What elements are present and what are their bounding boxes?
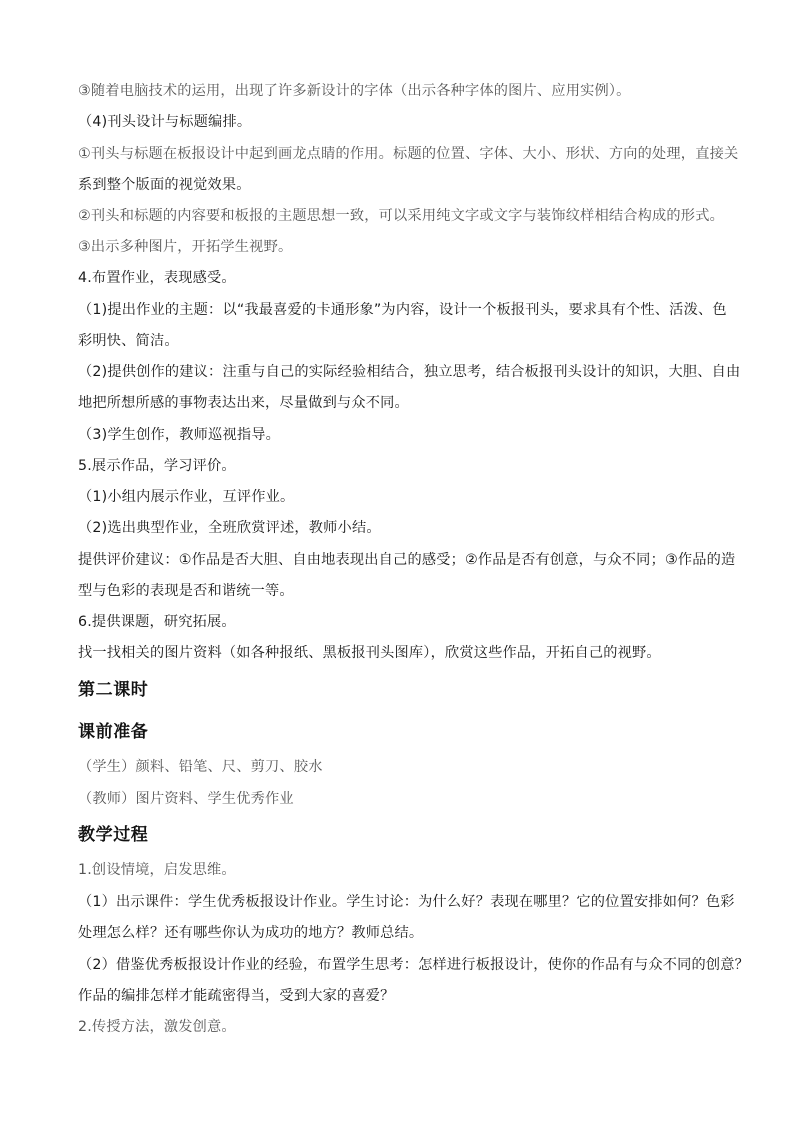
text-line: 6.提供课题，研究拓展。 — [78, 614, 236, 630]
text-line: （3)学生创作，教师巡视指导。 — [78, 427, 281, 443]
text-line: 彩明快、简洁。 — [78, 333, 179, 349]
text-line: （1)提出作业的主题：以“我最喜爱的卡通形象”为内容，设计一个板报刊头，要求具有个性、活泼、色 — [78, 302, 727, 318]
process-line: 处理怎么样？还有哪些你认为成功的地方？教师总结。 — [78, 925, 424, 941]
prep-item: （学生）颜料、铅笔、尺、剪刀、胶水 — [78, 759, 323, 775]
text-line: （2)选出典型作业，全班欣赏评述，教师小结。 — [78, 520, 381, 536]
text-line: 提供评价建议：①作品是否大胆、自由地表现出自己的感受；②作品是否有创意，与众不同；③作品的造 — [78, 552, 736, 568]
process-line: （2）借鉴优秀板报设计作业的经验，布置学生思考：怎样进行板报设计，使你的作品有与众不同的创意？ — [78, 957, 750, 973]
text-line: 4.布置作业，表现感受。 — [78, 270, 236, 286]
process-line: 作品的编排怎样才能疏密得当，受到大家的喜爱？ — [78, 988, 395, 1004]
text-line: ③随着电脑技术的运用，出现了许多新设计的字体（出示各种字体的图片、应用实例）。 — [78, 83, 631, 99]
prep-title: 课前准备 — [78, 722, 149, 742]
text-line: 5.展示作品，学习评价。 — [78, 458, 236, 474]
text-line: （2)提供创作的建议：注重与自己的实际经验相结合，独立思考，结合板报刊头设计的知识，大胆、自由 — [78, 364, 741, 380]
text-line: 型与色彩的表现是否和谐统一等。 — [78, 583, 294, 599]
text-line: ②刊头和标题的内容要和板报的主题思想一致，可以采用纯文字或文字与装饰纹样相结合构成的形式。 — [78, 208, 724, 224]
text-line: 系到整个版面的视觉效果。 — [78, 177, 251, 193]
process-line: 1.创设情境，启发思维。 — [78, 862, 236, 878]
text-line: （1)小组内展示作业，互评作业。 — [78, 489, 295, 505]
text-line: 地把所想所感的事物表达出来，尽量做到与众不同。 — [78, 395, 409, 411]
text-line: （4)刊头设计与标题编排。 — [78, 114, 252, 130]
prep-item: （教师）图片资料、学生优秀作业 — [78, 791, 294, 807]
text-line: ③出示多种图片，开拓学生视野。 — [78, 239, 293, 255]
lesson-title: 第二课时 — [78, 680, 149, 700]
text-line: ①刊头与标题在板报设计中起到画龙点睛的作用。标题的位置、字体、大小、形状、方向的处理，直接关 — [78, 146, 739, 162]
text-line: 找一找相关的图片资料（如各种报纸、黑板报刊头图库），欣赏这些作品，开拓自己的视野。 — [78, 645, 661, 661]
process-title: 教学过程 — [78, 825, 149, 845]
process-line: 2.传授方法，激发创意。 — [78, 1019, 236, 1035]
process-line: （1）出示课件：学生优秀板报设计作业。学生讨论：为什么好？表现在哪里？它的位置安排如何？色彩 — [78, 894, 735, 910]
